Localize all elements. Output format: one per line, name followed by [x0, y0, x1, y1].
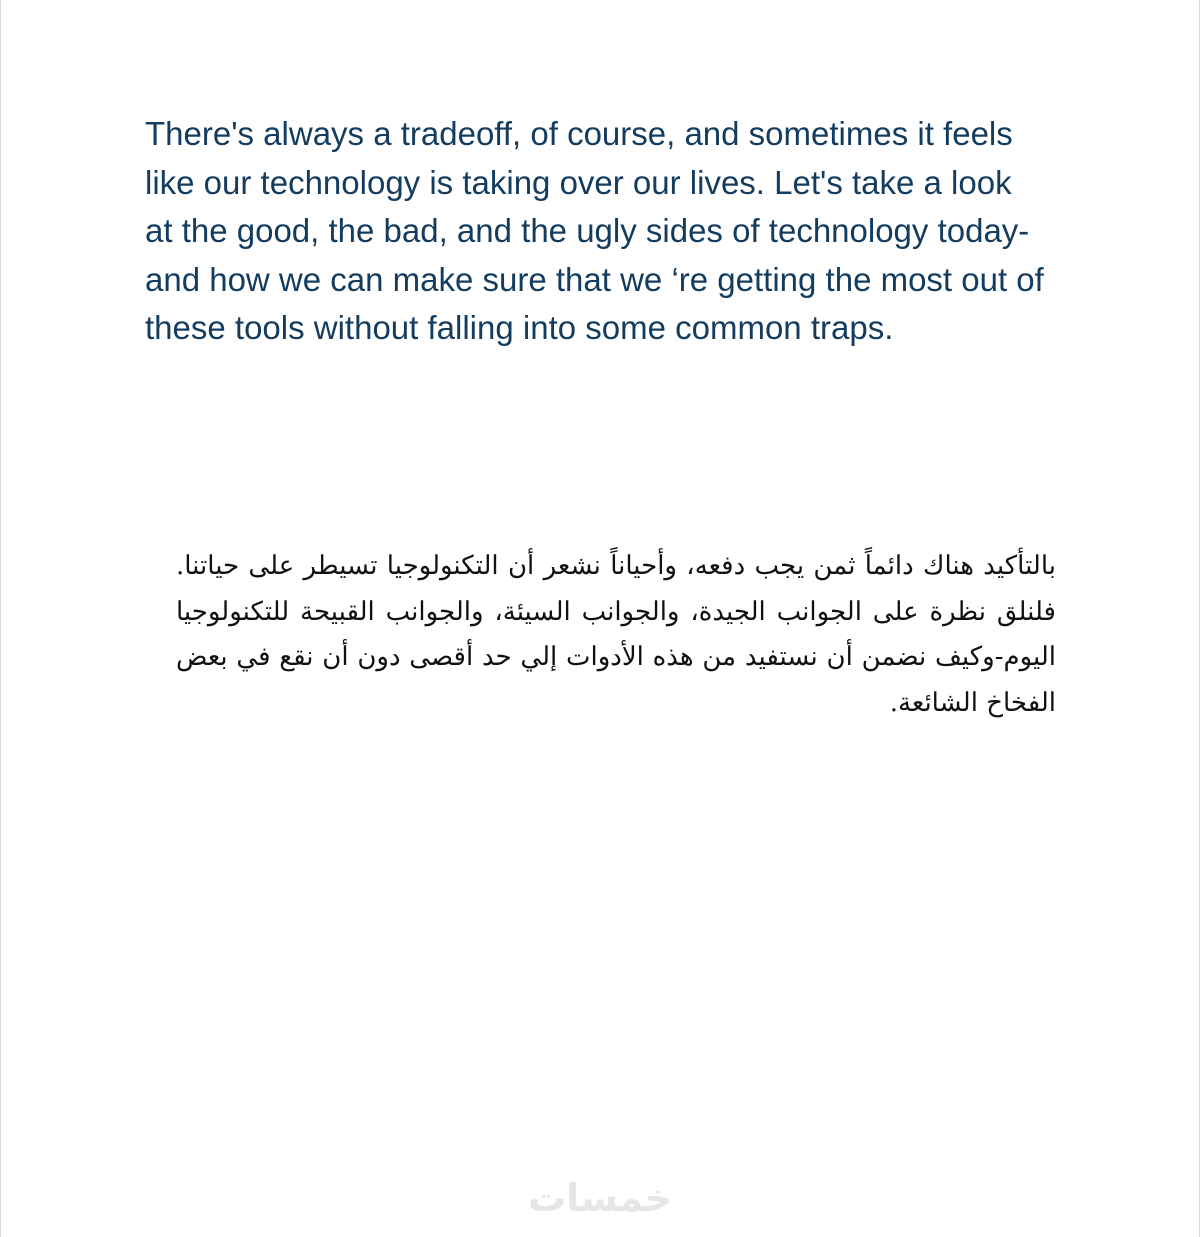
arabic-paragraph: بالتأكيد هناك دائماً ثمن يجب دفعه، وأحياناً نشعر أن التكنولوجيا تسيطر على حياتنا. فلنلق نظرة على الجوانب الجيدة، والجوانب السيئة، والجوانب القبيحة للتكنولوجيا اليوم-وكيف نضمن أن نستفيد من هذه الأدوات إلي حد أقصى دون أن نقع في بعض الفخاخ الشائعة.: [176, 551, 1056, 718]
english-paragraph: There's always a tradeoff, of course, and sometimes it feels like our technology is taking over our lives. Let's take a look at the good, the bad, and the ugly sides of technology today-and how we can make sure that we ‘re getting the most out of these tools without falling into some common traps.: [145, 115, 1044, 346]
watermark-logo: خمسات: [528, 1176, 672, 1220]
